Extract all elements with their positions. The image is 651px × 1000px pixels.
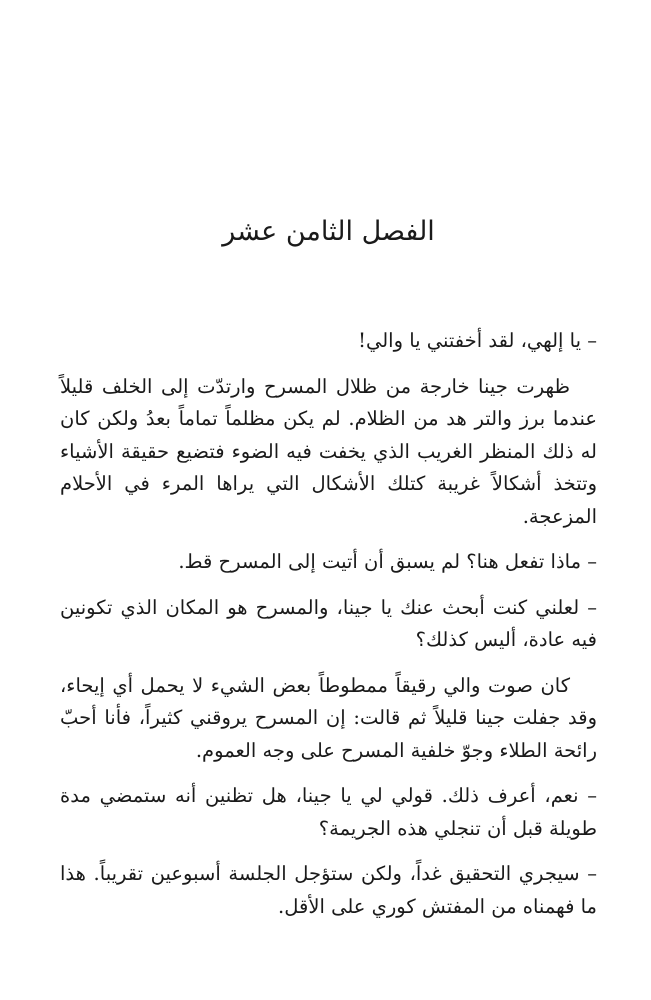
chapter-body <box>60 325 597 936</box>
narrative-paragraph: ظهرت جينا خارجة من ظلال المسرح وارتدّت إلى الخلف قليلاً عندما برز والتر هد من الظلام. لم يكن مظلماً تماماً بعدُ ولكن كان له ذلك المنظر الغريب الذي يخفت فيه الضوء فتضيع حقيقة الأشياء وتتخذ أشكالاً غريبة كتلك الأشكال التي يراها المرء في الأحلام المزعجة. <box>60 374 597 528</box>
dialogue-paragraph: – لعلني كنت أبحث عنك يا جينا، والمسرح هو المكان الذي تكونين فيه عادة، أليس كذلك؟ <box>60 595 597 651</box>
dialogue-paragraph: – نعم، أعرف ذلك. قولي لي يا جينا، هل تظنين أنه ستمضي مدة طويلة قبل أن تنجلي هذه الجريمة؟ <box>60 784 597 840</box>
chapter-title: الفصل الثامن عشر <box>222 216 435 247</box>
book-page <box>60 0 597 1000</box>
dialogue-paragraph: – سيجري التحقيق غداً، ولكن ستؤجل الجلسة أسبوعين تقريباً. هذا ما فهمناه من المفتش كوري على الأقل. <box>60 862 597 918</box>
narrative-paragraph: كان صوت والي رقيقاً ممطوطاً بعض الشيء لا يحمل أي إيحاء، وقد جفلت جينا قليلاً ثم قالت: إن المسرح يروقني كثيراً، فأنا أحبّ رائحة الطلاء وجوّ خلفية المسرح على وجه العموم. <box>60 673 597 762</box>
dialogue-paragraph: – يا إلهي، لقد أخفتني يا والي! <box>358 329 597 352</box>
dialogue-paragraph: – ماذا تفعل هنا؟ لم يسبق أن أتيت إلى المسرح قط. <box>178 550 597 573</box>
